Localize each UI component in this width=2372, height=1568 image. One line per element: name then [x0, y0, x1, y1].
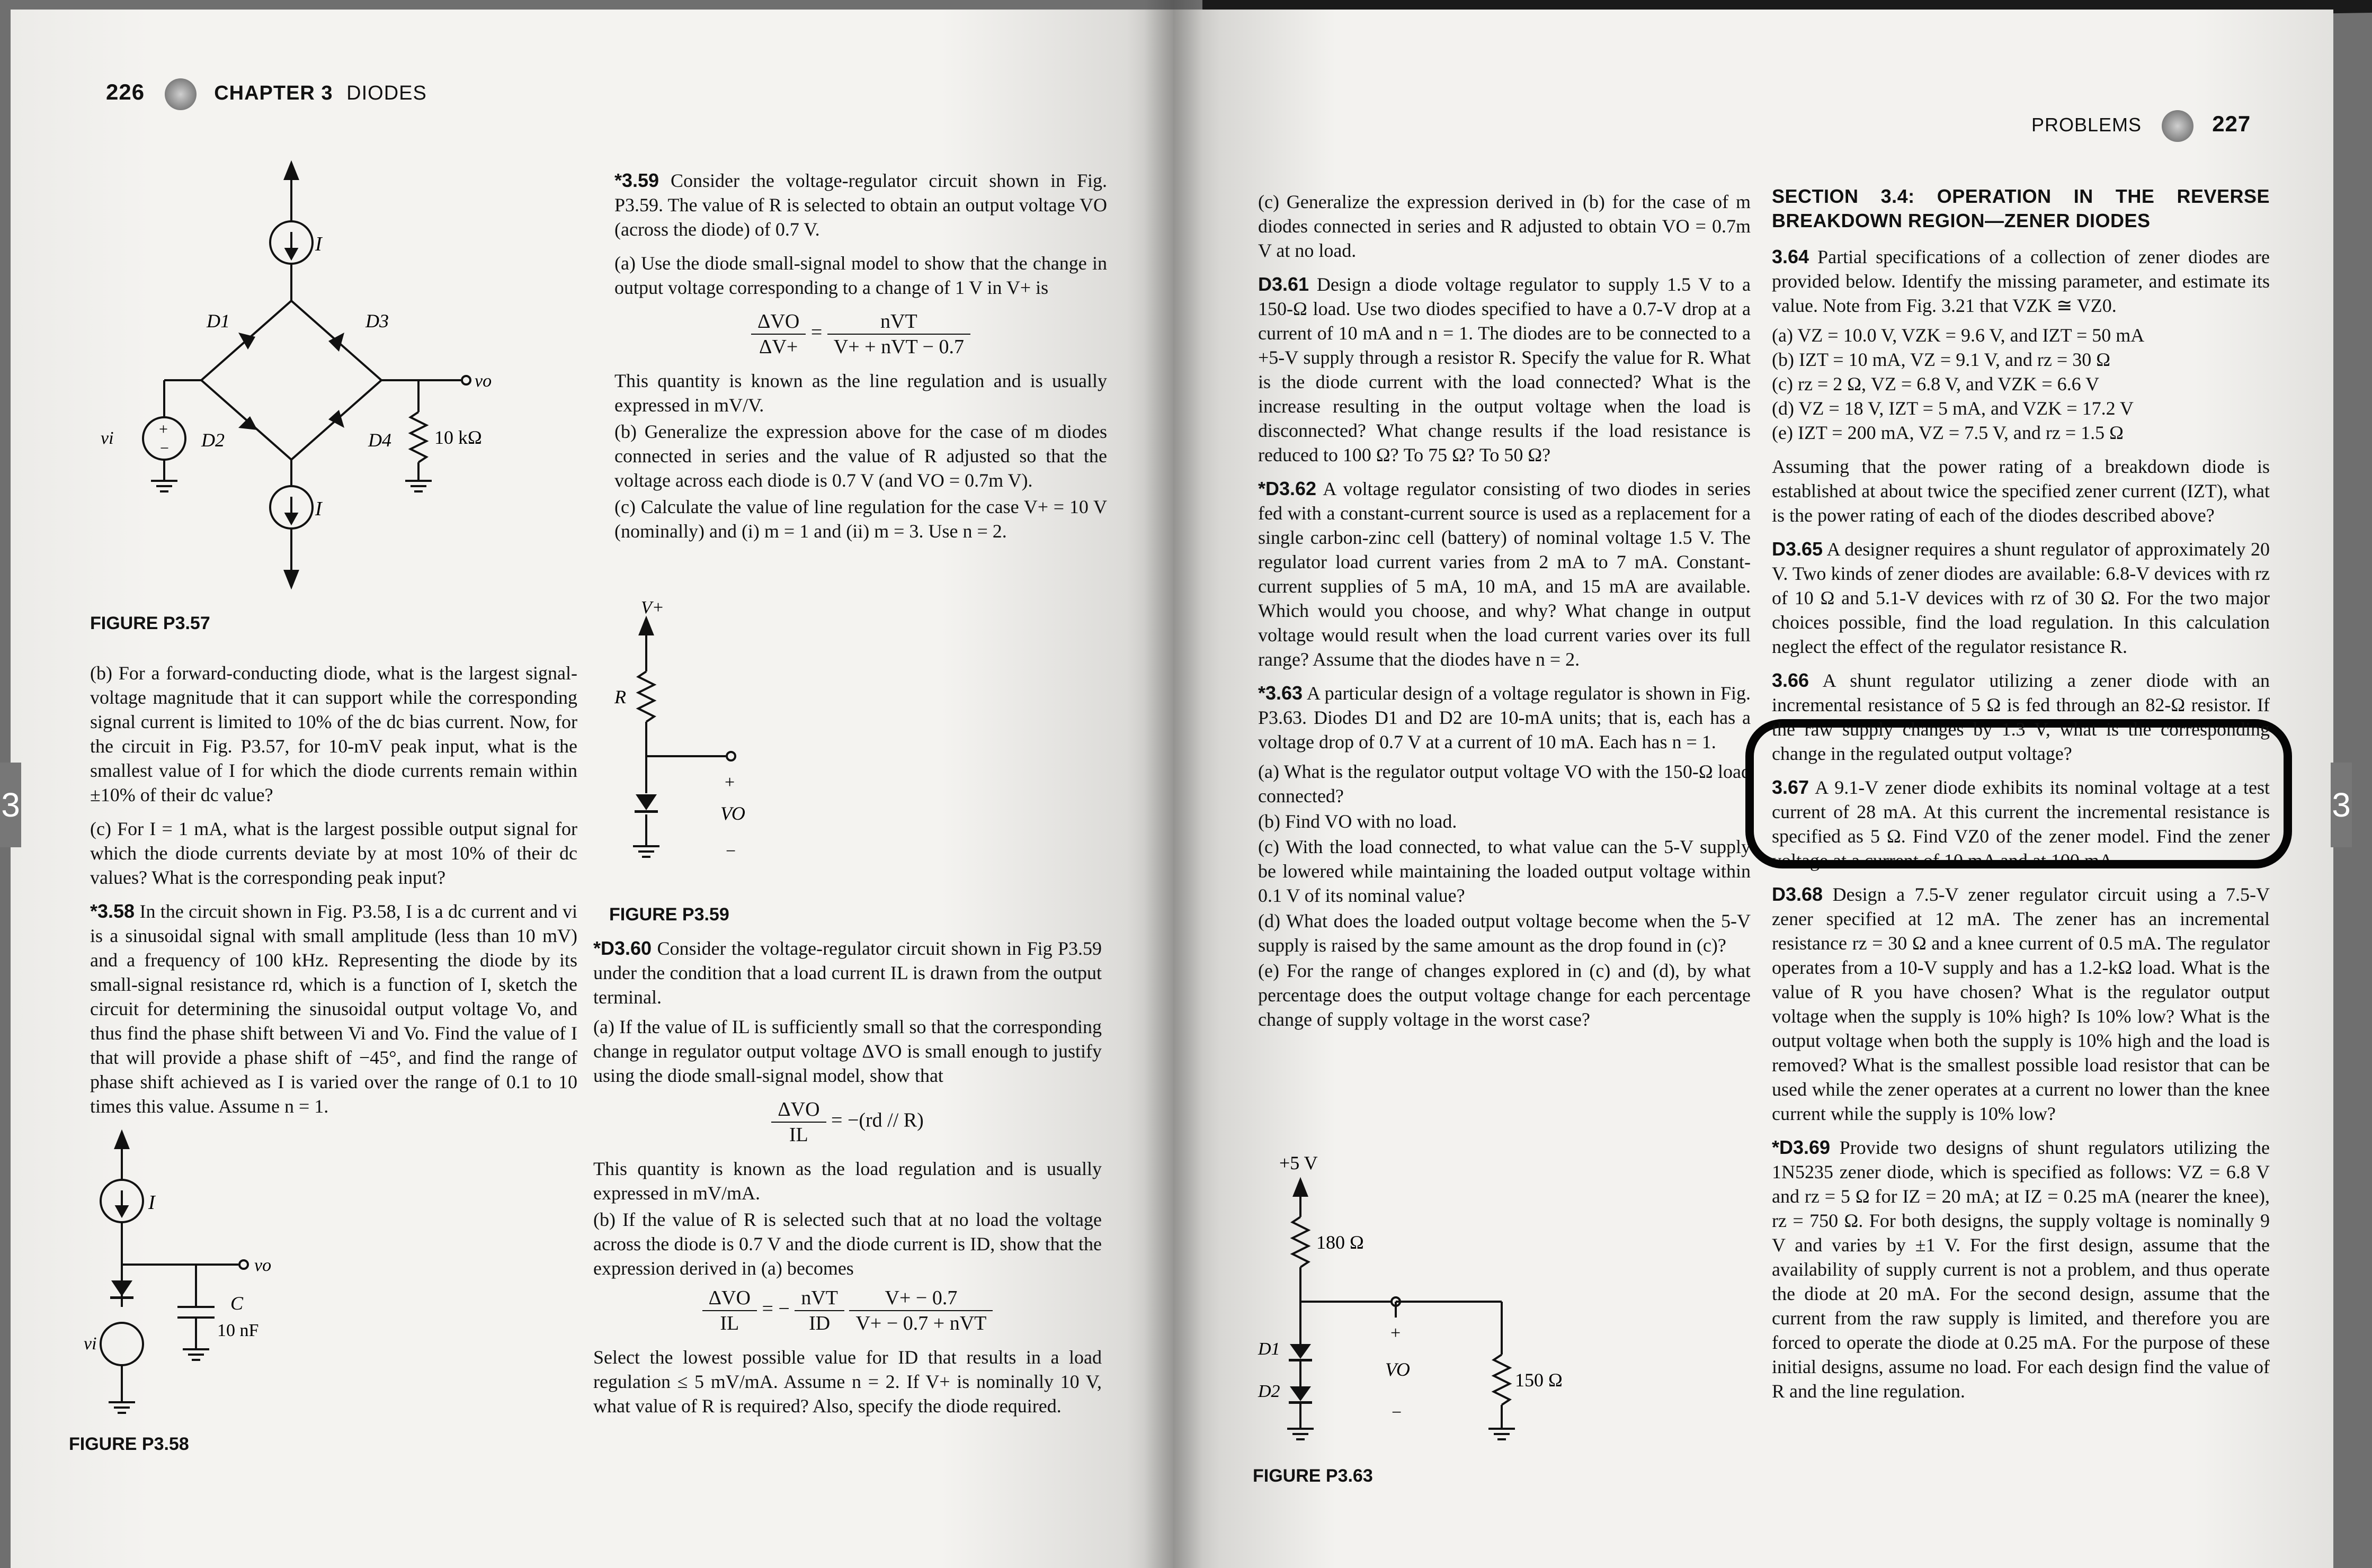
eq360b-equals: = − — [762, 1297, 790, 1320]
p367-text: A 9.1-V zener diode exhibits its nominal voltage at a test current of 28 mA. At this current the incremental resistance is specified as 5 Ω. Find VZ0 of the zener model. Find the zener voltage at a current of 10 mA and at 100 mA. — [1772, 777, 2270, 871]
p363-b: (b) Find VO with no load. — [1258, 811, 1457, 832]
fig57-vo: vo — [475, 371, 492, 391]
eq359-rhs-num: nVT — [827, 309, 970, 335]
p369-number: *D3.69 — [1772, 1136, 1831, 1158]
p359-number: *3.59 — [614, 169, 659, 191]
right-left-column — [1258, 190, 1751, 1041]
p369 — [1772, 1135, 2270, 1403]
eq360b — [593, 1286, 1102, 1336]
p359-text: Consider the voltage-regulator circuit shown in Fig. P3.59. The value of R is selected to obtain an output voltage VO (across the diode) of 0.7 V. — [614, 170, 1108, 240]
p365-number: D3.65 — [1772, 538, 1823, 560]
fig63-d2: D2 — [1258, 1382, 1280, 1401]
fig58-current: I — [148, 1191, 155, 1214]
p366 — [1772, 668, 2270, 766]
p357-b: (b) For a forward-conducting diode, what is the largest signal-voltage magnitude that it can support while the corresponding signal current is limited to 10% of the dc bias current. Now, for the circuit in Fig. P3.57, for 10-mV peak input, what is the smallest value of I for which the diode currents remain within ±10% of their dc value? — [90, 662, 577, 805]
p360-number: *D3.60 — [593, 937, 652, 959]
list-item: (a) VZ = 10.0 V, VZK = 9.6 V, and IZT = 50 mA — [1772, 325, 2145, 346]
p367-number: 3.67 — [1772, 776, 1809, 798]
left-right-column-top — [614, 168, 1107, 553]
p368-number: D3.68 — [1772, 883, 1823, 905]
p358-text: In the circuit shown in Fig. P3.58, I is a dc current and vi is a sinusoidal signal with small amplitude (less than 10 mV) and a frequency of 100 kHz. Representing the diode by its small-signal resistance rd, which is a function of I, sketch the circuit for determining the sinusoidal output voltage Vo, and thus find the phase shift between Vi and Vo. Find the value of I that will provide a phase shift of −45°, and find the range of phase shift achieved as I is varied over the range of 0.1 to 10 times this value. Assume n = 1. — [90, 901, 578, 1117]
fig63-plus: + — [1390, 1323, 1401, 1343]
eq360b-m2-num: V+ − 0.7 — [849, 1286, 993, 1311]
p360-after: This quantity is known as the load regulation and is usually expressed in mV/mA. — [593, 1158, 1102, 1204]
figure-p358 — [79, 1127, 355, 1445]
p363 — [1258, 681, 1751, 754]
eq360a-rhs: = −(rd // R) — [831, 1109, 924, 1132]
fig63-rl: 150 Ω — [1515, 1369, 1563, 1391]
p366-number: 3.66 — [1772, 669, 1809, 691]
p368-text: Design a 7.5-V zener regulator circuit using a 7.5-V zener specified at 12 mA. The zener has an incremental resistance rz = 30 Ω and a knee current of 0.5 mA. The regulator operates from a 10-V supply and has a 1.2-kΩ load. What is the value of R you have chosen? What is the regulator output voltage when the supply is 10% high? Is 10% low? What is the output voltage when both the supply is 10% high and the load is removed? What is the smallest possible load resistor that can be used while the zener operates at a current no lower than the knee current while the supply is 10% low? — [1772, 884, 2270, 1124]
left-page-number: 226 — [106, 79, 145, 105]
fig59-plus: + — [725, 773, 735, 792]
chapter-label: CHAPTER 3 — [214, 82, 333, 105]
p364-after: Assuming that the power rating of a breakdown diode is established at about twice the specified zener current (IZT), what is the power rating of each of the diodes described above? — [1772, 456, 2270, 526]
fig57-minus: − — [160, 440, 169, 457]
fig57-current-top: I — [315, 233, 322, 255]
fig57-d2: D2 — [201, 429, 225, 451]
p368 — [1772, 882, 2270, 1126]
p366-text: A shunt regulator utilizing a zener diode with an incremental resistance of 5 Ω is fed through an 82-Ω resistor. If the raw supply changes by 1.3 V, what is the corresponding change in the regulated output voltage? — [1772, 670, 2270, 764]
fig63-supply: +5 V — [1279, 1152, 1318, 1173]
eq360b-m2-den: V+ − 0.7 + nVT — [855, 1312, 987, 1334]
section-title: SECTION 3.4: OPERATION IN THE REVERSE BREAKDOWN REGION—ZENER DIODES — [1772, 185, 2270, 231]
fig59-label: FIGURE P3.59 — [609, 904, 729, 925]
fig63-d1: D1 — [1258, 1339, 1280, 1359]
fig57-d3: D3 — [365, 310, 389, 331]
eq359-lhs-den: ΔV+ — [759, 336, 798, 358]
p362-number: *D3.62 — [1258, 478, 1317, 499]
p364 — [1772, 245, 2270, 318]
eq360b-lhs-num: ΔVO — [702, 1286, 757, 1311]
p359-c: (c) Calculate the value of line regulation for the case V+ = 10 V (nominally) and (i) m = 1 and (ii) m = 3. Use n = 2. — [614, 496, 1107, 542]
p365-text: A designer requires a shunt regulator of approximately 20 V. Two kinds of zener diodes are available: 6.8-V devices with rz of 10 Ω and 5.1-V devices with rz of 30 Ω. For the two major choices possible, find the load regulation. In this calculation neglect the effect of the regulator resistance R. — [1772, 539, 2270, 657]
p361-c: (c) Generalize the expression derived in (b) for the case of m diodes connected in series and R adjusted to obtain VO = 0.7m V at no load. — [1258, 191, 1751, 261]
fig57-resistor: 10 kΩ — [434, 427, 482, 448]
eq360b-m1-num: nVT — [795, 1286, 844, 1311]
fig57-vi: vi — [101, 428, 114, 448]
p361-text: Design a diode voltage regulator to supply 1.5 V to a 150-Ω load. Use two diodes specified to have a 0.7-V drop at a current of 10 mA and n = 1. The diodes are to be connected to a +5-V supply through a resistor R. Specify the value for R. What is the diode current with the load connected? What is the increase resulting in the output voltage when the load is disconnected? What change results if the load resistance is reduced to 100 Ω? To 75 Ω? To 50 Ω? — [1258, 274, 1751, 465]
fig58-cap-value: 10 nF — [217, 1321, 259, 1340]
fig58-vi: vi — [84, 1334, 97, 1354]
p361 — [1258, 272, 1751, 467]
p357-c: (c) For I = 1 mA, what is the largest possible output signal for which the diode currents deviate by at most 10% of their dc values? What is the corresponding peak input? — [90, 818, 577, 888]
p364-number: 3.64 — [1772, 246, 1809, 267]
left-right-column-bottom — [593, 936, 1102, 1428]
p360-a: (a) If the value of IL is sufficiently small so that the corresponding change in regulator output voltage ΔVO is small enough to justify using the diode small-signal model, show that — [593, 1016, 1102, 1086]
fig58-vo: vo — [254, 1256, 272, 1275]
p359 — [614, 168, 1107, 241]
fig58-cap: C — [230, 1293, 244, 1314]
p363-c: (c) With the load connected, to what value can the 5-V supply be lowered while maintaining the loaded output voltage within 0.1 V of its nominal value? — [1258, 836, 1751, 906]
p360-text: Consider the voltage-regulator circuit shown in Fig P3.59 under the condition that a load current IL is drawn from the output terminal. — [593, 938, 1102, 1008]
p364-text: Partial specifications of a collection of zener diodes are provided below. Identify the missing parameter, and estimate its value. Note from Fig. 3.21 that VZK ≅ VZ0. — [1772, 246, 2270, 316]
book-spine-shadow — [1144, 0, 1202, 1568]
eq360a — [593, 1097, 1102, 1147]
fig59-vo: VO — [720, 803, 745, 824]
fig57-d1: D1 — [207, 310, 230, 331]
seal-icon — [165, 78, 197, 110]
fig63-r1: 180 Ω — [1316, 1232, 1364, 1253]
p361-number: D3.61 — [1258, 273, 1309, 295]
p363-text: A particular design of a voltage regulator is shown in Fig. P3.63. Diodes D1 and D2 are 10-mA units; that is, each has a voltage drop of 0.7 V at a current of 10 mA. Each has n = 1. — [1258, 683, 1751, 752]
figure-p357 — [79, 158, 514, 603]
margin-tab-right: 3 — [2331, 763, 2352, 847]
chapter-title: DIODES — [346, 82, 427, 105]
fig63-vo: VO — [1385, 1359, 1410, 1380]
fig57-d4: D4 — [368, 429, 391, 451]
left-column-text — [90, 661, 577, 1128]
fig57-plus: + — [159, 420, 168, 438]
eq360a-den: IL — [789, 1124, 808, 1146]
right-page-number: 227 — [2212, 111, 2251, 137]
list-item: (d) VZ = 18 V, IZT = 5 mA, and VZK = 17.2 V — [1772, 398, 2134, 419]
p359-b: (b) Generalize the expression above for the case of m diodes connected in series and the value of R adjusted so that the voltage across each diode is 0.7 V (and VO = 0.7m V). — [614, 421, 1107, 491]
p362 — [1258, 477, 1751, 671]
figure-p363 — [1242, 1143, 1571, 1482]
p360-c: Select the lowest possible value for ID that results in a load regulation ≤ 5 mV/mA. Assume n = 2. If V+ is nominally 10 V, what value of R is required? Also, specify the diode required. — [593, 1347, 1102, 1417]
eq360b-m1-den: ID — [809, 1312, 831, 1334]
p358-number: *3.58 — [90, 900, 135, 922]
list-item: (b) IZT = 10 mA, VZ = 9.1 V, and rz = 30 Ω — [1772, 349, 2110, 370]
p363-a: (a) What is the regulator output voltage VO with the 150-Ω load connected? — [1258, 761, 1751, 807]
p364-list — [1772, 323, 2270, 445]
fig63-minus: − — [1392, 1403, 1402, 1422]
problems-header: PROBLEMS — [2031, 114, 2142, 136]
seal-icon — [2162, 110, 2193, 142]
left-page — [11, 10, 1173, 1568]
fig63-label: FIGURE P3.63 — [1253, 1466, 1373, 1486]
p363-number: *3.63 — [1258, 682, 1303, 704]
right-header — [2031, 110, 2251, 142]
p365 — [1772, 537, 2270, 659]
p363-d: (d) What does the loaded output voltage become when the 5-V supply is raised by the same amount as the drop found in (c)? — [1258, 910, 1751, 956]
list-item: (e) IZT = 200 mA, VZ = 7.5 V, and rz = 1.5 Ω — [1772, 422, 2124, 443]
list-item: (c) rz = 2 Ω, VZ = 6.8 V, and VZK = 6.6 V — [1772, 373, 2099, 395]
fig59-r: R — [614, 686, 626, 707]
p362-text: A voltage regulator consisting of two diodes in series fed with a constant-current source is used as a replacement for a single carbon-zinc cell (battery) of nominal voltage 1.5 V. The regulator load current varies from 2 mA to 7 mA. Constant-current supplies of 5 mA, 10 mA, and 15 mA are available. Which would you choose, and why? What change in output voltage would result when the load current varies over its full range? Assume that the diodes have n = 2. — [1258, 478, 1751, 670]
p360-b: (b) If the value of R is selected such that at no load the voltage across the diode is 0.7 V and the diode current is ID, show that the expression derived in (a) becomes — [593, 1209, 1102, 1279]
p363-e: (e) For the range of changes explored in (c) and (d), by what percentage does the output voltage change for each percentage change of supply voltage in the worst case? — [1258, 960, 1751, 1030]
eq359-lhs-num: ΔVO — [751, 309, 806, 335]
eq360b-lhs-den: IL — [720, 1312, 739, 1334]
eq359 — [614, 309, 1107, 359]
right-page — [1173, 10, 2333, 1568]
p369-text: Provide two designs of shunt regulators utilizing the 1N5235 zener diode, which is specified as follows: VZ = 6.8 V and rz = 5 Ω for IZ = 20 mA; at IZ = 0.25 mA (nearer the knee), rz = 750 Ω. For both designs, the supply voltage is nominally 9 V and varies by ±1 V. For the first design, assume that the availability of supply current is not a problem, and thus operate the diode at 20 mA. For the second design, assume that the current from the raw supply is limited, and therefore you are forced to operate the diode at 0.25 mA. For the purpose of these initial designs, assume no load. For each design find the value of R and the line regulation. — [1772, 1137, 2270, 1402]
figure-p359 — [609, 597, 800, 894]
fig58-label: FIGURE P3.58 — [69, 1434, 189, 1454]
fig59-vplus: V+ — [641, 598, 664, 617]
margin-tab-left: 3 — [0, 763, 21, 847]
p359-after: This quantity is known as the line regulation and is usually expressed in mV/V. — [614, 370, 1107, 416]
p359-a: (a) Use the diode small-signal model to show that the change in output voltage corresponding to a change of 1 V in V+ is — [614, 253, 1107, 298]
eq359-equals: = — [810, 321, 823, 344]
left-header — [106, 78, 427, 110]
p358 — [90, 899, 577, 1118]
fig57-current-bottom: I — [315, 498, 322, 520]
fig59-minus: − — [726, 841, 736, 861]
eq359-rhs-den: V+ + nVT − 0.7 — [833, 336, 964, 358]
p360 — [593, 936, 1102, 1009]
eq360a-num: ΔVO — [771, 1097, 826, 1123]
fig57-label: FIGURE P3.57 — [90, 613, 210, 633]
